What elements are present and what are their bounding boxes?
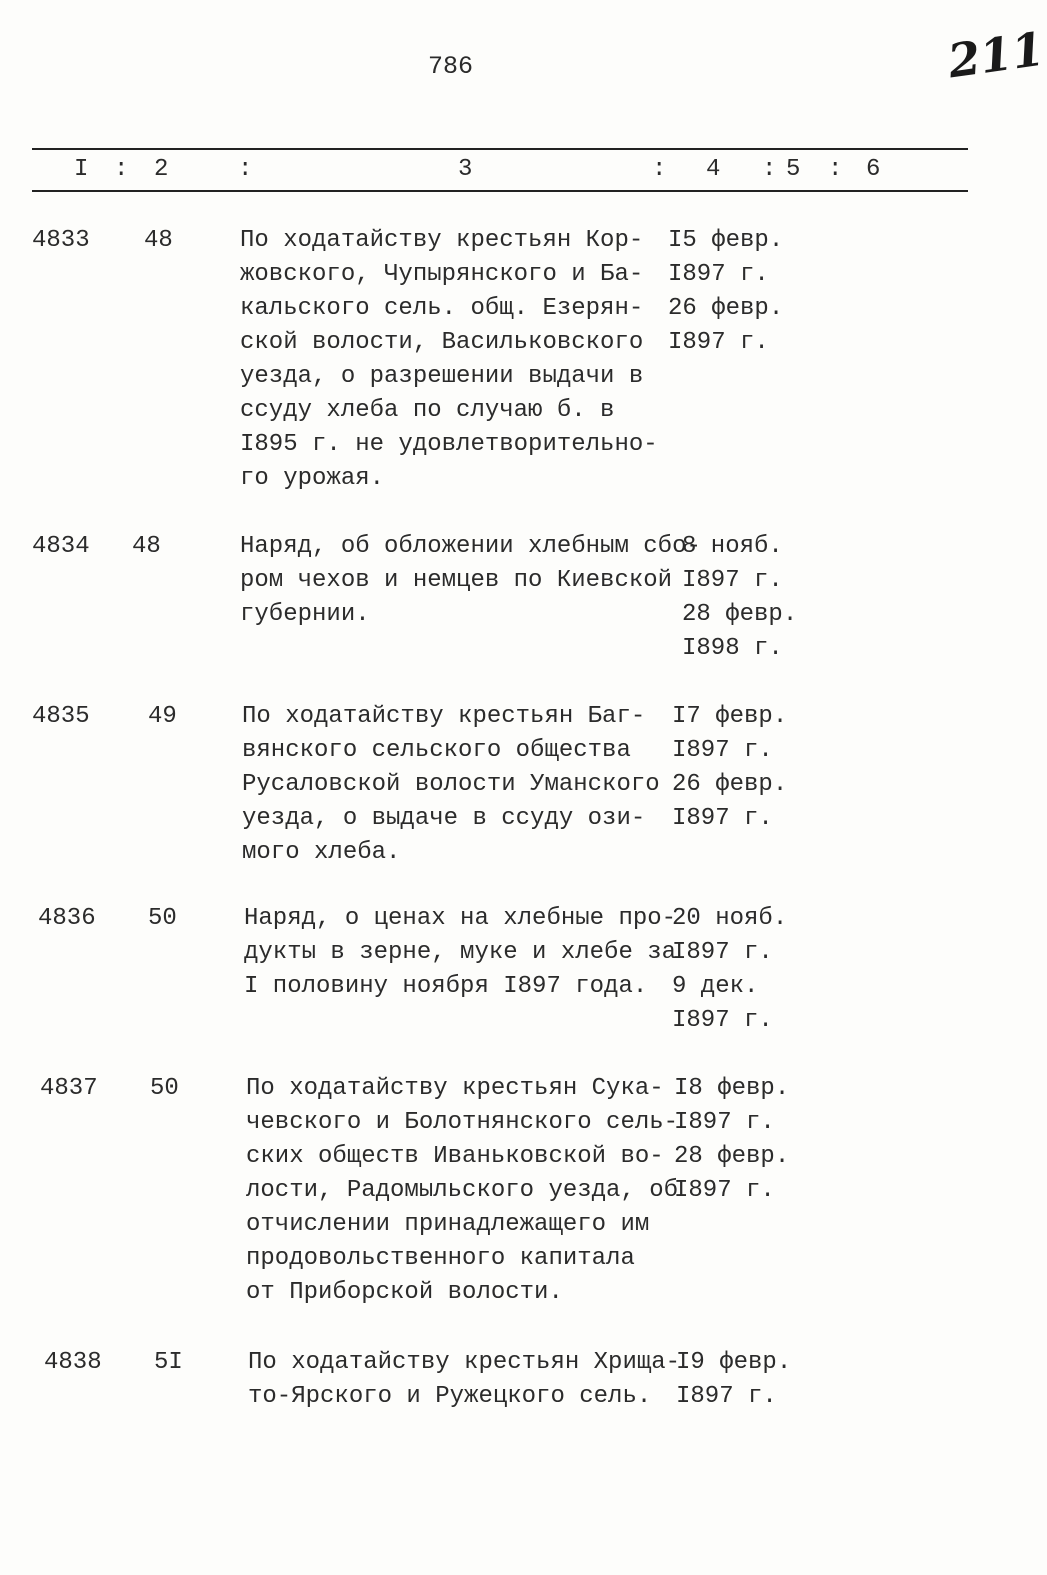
entry-number: 4833 — [32, 227, 90, 254]
header-sep: : — [238, 156, 253, 183]
description-line: Русаловской волости Уманского — [242, 771, 660, 798]
header-col6: 6 — [866, 156, 881, 183]
archive-folio-number: 211 — [944, 21, 1047, 89]
entry-dates — [672, 700, 812, 836]
entry-sheet-count: 48 — [144, 227, 173, 254]
entry-sheet-count: 50 — [148, 905, 177, 932]
entry-description — [244, 902, 677, 1004]
description-line: губернии. — [240, 601, 370, 628]
date-line: 26 февр. — [668, 295, 784, 322]
entry-sheet-count: 5I — [154, 1349, 183, 1376]
date-line: 20 нояб. — [672, 905, 788, 932]
table-header — [0, 156, 1024, 186]
header-col3: 3 — [458, 156, 473, 183]
description-line: Наряд, о ценах на хлебные про- — [244, 905, 677, 932]
date-line: 28 февр. — [682, 601, 798, 628]
date-line: I897 г. — [672, 939, 773, 966]
date-line: I897 г. — [674, 1177, 775, 1204]
entry-number: 4835 — [32, 703, 90, 730]
date-line: 28 февр. — [674, 1143, 790, 1170]
date-line: I897 г. — [676, 1383, 777, 1410]
header-sep: : — [114, 156, 129, 183]
description-line: По ходатайству крестьян Кор- — [240, 227, 644, 254]
description-line: от Приборской волости. — [246, 1279, 563, 1306]
description-line: чевского и Болотнянского сель- — [246, 1109, 679, 1136]
entry-dates — [672, 902, 812, 1038]
description-line: ской волости, Васильковского — [240, 329, 644, 356]
description-line: По ходатайству крестьян Баг- — [242, 703, 646, 730]
description-line: вянского сельского общества — [242, 737, 631, 764]
entry-description — [246, 1072, 679, 1310]
description-line: По ходатайству крестьян Сука- — [246, 1075, 664, 1102]
page-number: 786 — [428, 52, 474, 81]
description-line: Наряд, об обложении хлебным сбо- — [240, 533, 701, 560]
entry-dates — [682, 530, 822, 666]
description-line: I половину ноября I897 года. — [244, 973, 648, 1000]
description-line: кальского сель. общ. Езерян- — [240, 295, 644, 322]
description-line: го урожая. — [240, 465, 385, 492]
header-sep: : — [652, 156, 667, 183]
entry-sheet-count: 50 — [150, 1075, 179, 1102]
description-line: ром чехов и немцев по Киевской — [240, 567, 673, 594]
date-line: I5 февр. — [668, 227, 784, 254]
date-line: 26 февр. — [672, 771, 788, 798]
entry-sheet-count: 49 — [148, 703, 177, 730]
header-sep: : — [762, 156, 777, 183]
header-sep: : — [828, 156, 843, 183]
entry-description — [240, 530, 701, 632]
date-line: I897 г. — [672, 805, 773, 832]
description-line: отчислении принадлежащего им — [246, 1211, 650, 1238]
date-line: I9 февр. — [676, 1349, 792, 1376]
entry-description — [240, 224, 670, 496]
description-line: жовского, Чупырянского и Ба- — [240, 261, 644, 288]
entry-number: 4834 — [32, 533, 90, 560]
description-line: I895 г. не удовлетворительно- — [240, 431, 658, 458]
entry-number: 4837 — [40, 1075, 98, 1102]
entry-dates — [674, 1072, 814, 1208]
date-line: I897 г. — [668, 329, 769, 356]
entry-sheet-count: 48 — [132, 533, 161, 560]
description-line: ссуду хлеба по случаю б. в — [240, 397, 615, 424]
entry-number: 4838 — [44, 1349, 102, 1376]
entry-description — [248, 1346, 681, 1414]
date-line: I897 г. — [672, 737, 773, 764]
header-col2: 2 — [154, 156, 169, 183]
description-line: то-Ярского и Ружецкого сель. — [248, 1383, 652, 1410]
description-line: лости, Радомыльского уезда, об — [246, 1177, 679, 1204]
date-line: I897 г. — [674, 1109, 775, 1136]
date-line: I897 г. — [682, 567, 783, 594]
date-line: I897 г. — [668, 261, 769, 288]
entry-dates — [668, 224, 808, 360]
description-line: По ходатайству крестьян Хрища- — [248, 1349, 681, 1376]
entry-dates — [676, 1346, 816, 1414]
date-line: I898 г. — [682, 635, 783, 662]
entry-description — [242, 700, 672, 870]
description-line: дукты в зерне, муке и хлебе за — [244, 939, 677, 966]
description-line: уезда, о выдаче в ссуду ози- — [242, 805, 646, 832]
header-col5: 5 — [786, 156, 801, 183]
description-line: ских обществ Иваньковской во- — [246, 1143, 664, 1170]
date-line: I7 февр. — [672, 703, 788, 730]
date-line: I8 февр. — [674, 1075, 790, 1102]
entry-number: 4836 — [38, 905, 96, 932]
header-col4: 4 — [706, 156, 721, 183]
description-line: продовольственного капитала — [246, 1245, 635, 1272]
header-top-rule — [32, 148, 968, 150]
date-line: I897 г. — [672, 1007, 773, 1034]
header-bottom-rule — [32, 190, 968, 192]
date-line: 8 нояб. — [682, 533, 783, 560]
header-col1: I — [74, 156, 89, 183]
date-line: 9 дек. — [672, 973, 759, 1000]
description-line: уезда, о разрешении выдачи в — [240, 363, 644, 390]
description-line: мого хлеба. — [242, 839, 401, 866]
